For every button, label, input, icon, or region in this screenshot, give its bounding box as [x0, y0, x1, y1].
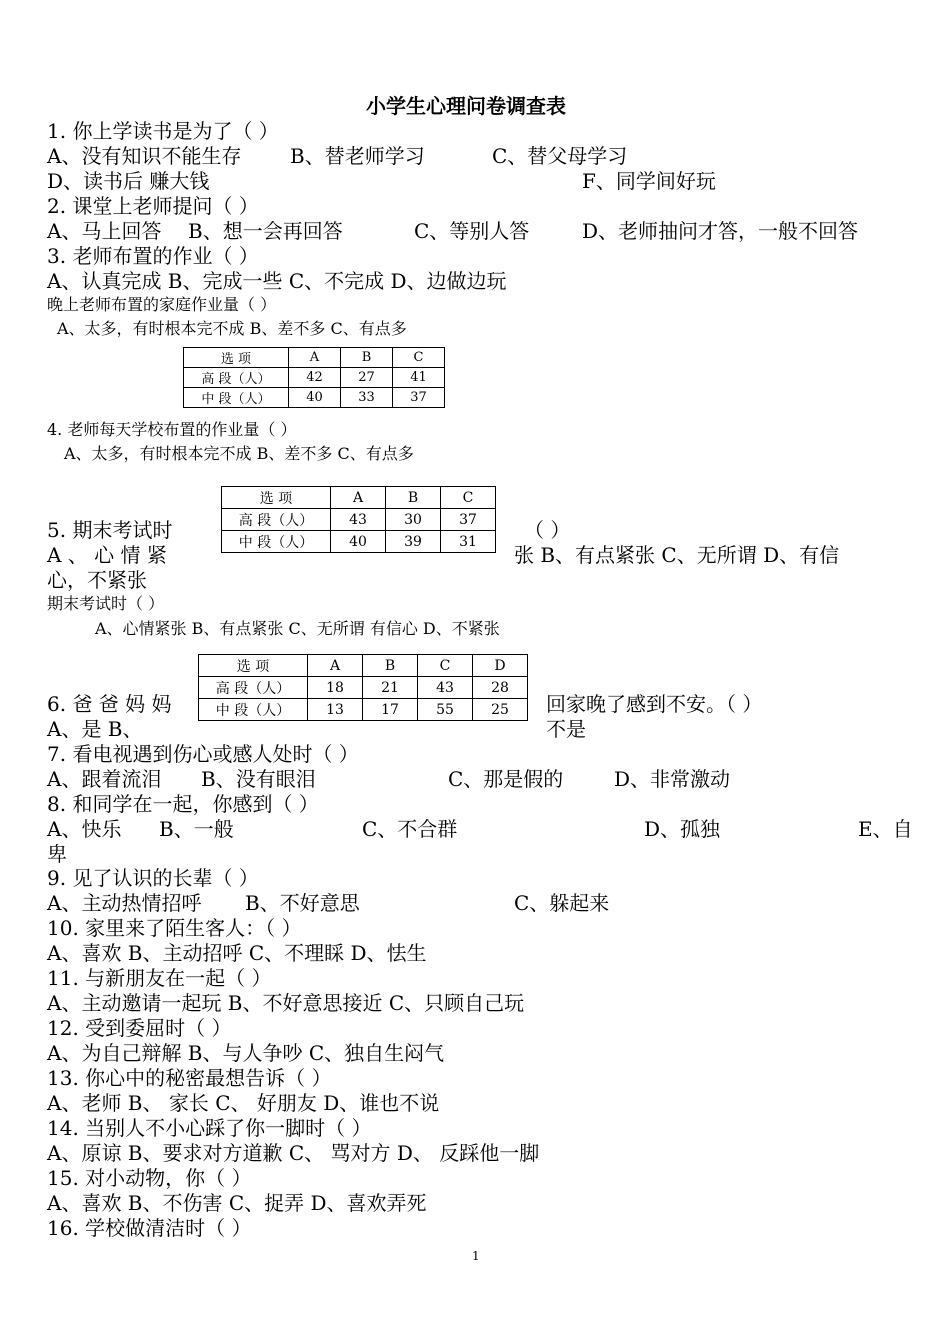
option-text: 卑 [47, 842, 67, 866]
table-cell: C [441, 487, 496, 509]
option-text: A、没有知识不能生存 [47, 144, 242, 168]
option-text: A、主动热情招呼 [47, 891, 202, 915]
question-text: 回家晚了感到不安。（ ） [546, 692, 763, 716]
option-text: C、躲起来 [514, 891, 610, 915]
table-cell: 高 段（人） [222, 509, 331, 531]
table-cell: 中 段（人） [199, 699, 308, 721]
option-text: D、老师抽问才答，一般不回答 [582, 219, 859, 243]
table-cell: B [363, 655, 418, 677]
table-cell: D [473, 655, 528, 677]
option-text: D、读书后 赚大钱 [47, 169, 210, 193]
option-text: B、一般 [159, 817, 234, 841]
question-4: 4. 老师每天学校布置的作业量（ ） [47, 420, 297, 439]
option-text: A、太多，有时根本完不成 B、差不多 C、有点多 [57, 319, 407, 338]
question-9: 9. 见了认识的长辈（ ） [47, 866, 259, 890]
results-table [183, 347, 445, 408]
option-text: B、不好意思 [245, 891, 360, 915]
table-cell: 55 [418, 699, 473, 721]
question-5: 5. 期末考试时 [47, 518, 173, 542]
option-text: E、自 [858, 817, 913, 841]
sub-question: 晚上老师布置的家庭作业量（ ） [47, 295, 277, 314]
table-cell: 40 [331, 531, 386, 553]
option-text: A、为自己辩解 B、与人争吵 C、独自生闷气 [47, 1041, 445, 1065]
table-cell: 43 [418, 677, 473, 699]
table-cell: 31 [441, 531, 496, 553]
table-cell: A [308, 655, 363, 677]
option-text: C、不合群 [362, 817, 458, 841]
question-8: 8. 和同学在一起，你感到（ ） [47, 792, 319, 816]
table-cell: 28 [473, 677, 528, 699]
option-text: 心，不紧张 [47, 568, 147, 592]
option-text: A、心情紧张 B、有点紧张 C、无所谓 有信心 D、不紧张 [95, 619, 500, 638]
table-cell: 33 [341, 388, 393, 408]
option-text: A、是 B、 [47, 717, 143, 741]
table-cell: 27 [341, 368, 393, 388]
question-13: 13. 你心中的秘密最想告诉（ ） [47, 1066, 332, 1090]
option-text: A、太多，有时根本完不成 B、差不多 C、有点多 [64, 444, 414, 463]
table-cell: 选 项 [184, 348, 289, 368]
page-title: 小学生心理问卷调查表 [366, 94, 566, 118]
results-table [198, 654, 528, 721]
table-cell: 17 [363, 699, 418, 721]
option-text: 不是 [546, 717, 586, 741]
option-text: A、认真完成 B、完成一些 C、不完成 D、边做边玩 [47, 269, 507, 293]
table-cell: 30 [386, 509, 441, 531]
question-7: 7. 看电视遇到伤心或感人处时（ ） [47, 742, 359, 766]
option-text: A 、 心 情 紧 [47, 543, 167, 567]
table-cell: 42 [289, 368, 341, 388]
question-16: 16. 学校做清洁时（ ） [47, 1216, 252, 1240]
question-1: 1. 你上学读书是为了（ ） [47, 119, 279, 143]
table-cell: 中 段（人） [184, 388, 289, 408]
table-cell: 41 [393, 368, 445, 388]
question-10: 10. 家里来了陌生客人：（ ） [47, 916, 302, 940]
option-text: 张 B、有点紧张 C、无所谓 D、有信 [514, 543, 840, 567]
option-text: A、喜欢 B、主动招呼 C、不理睬 D、怯生 [47, 941, 427, 965]
table-cell: 选 项 [222, 487, 331, 509]
option-text: B、想一会再回答 [188, 219, 343, 243]
page-number: 1 [472, 1249, 480, 1263]
table-cell: 40 [289, 388, 341, 408]
question-3: 3. 老师布置的作业（ ） [47, 244, 259, 268]
table-cell: B [386, 487, 441, 509]
option-text: A、快乐 [47, 817, 122, 841]
table-cell: B [341, 348, 393, 368]
table-cell: 39 [386, 531, 441, 553]
option-text: A、喜欢 B、不伤害 C、捉弄 D、喜欢弄死 [47, 1191, 427, 1215]
option-text: A、马上回答 [47, 219, 162, 243]
results-table [221, 486, 496, 553]
option-text: A、跟着流泪 [47, 767, 162, 791]
option-text: A、原谅 B、要求对方道歉 C、 骂对方 D、 反踩他一脚 [47, 1141, 540, 1165]
table-cell: 43 [331, 509, 386, 531]
option-text: D、孤独 [644, 817, 721, 841]
option-text: D、非常激动 [614, 767, 731, 791]
question-14: 14. 当别人不小心踩了你一脚时（ ） [47, 1116, 372, 1140]
option-text: B、替老师学习 [290, 144, 425, 168]
option-text: C、替父母学习 [492, 144, 628, 168]
table-cell: 选 项 [199, 655, 308, 677]
table-cell: 25 [473, 699, 528, 721]
table-cell: A [331, 487, 386, 509]
option-text: F、同学间好玩 [582, 169, 716, 193]
table-cell: 37 [441, 509, 496, 531]
table-cell: 13 [308, 699, 363, 721]
table-cell: 高 段（人） [199, 677, 308, 699]
option-text: A、老师 B、 家长 C、 好朋友 D、谁也不说 [47, 1091, 440, 1115]
table-cell: 高 段（人） [184, 368, 289, 388]
question-15: 15. 对小动物，你（ ） [47, 1166, 252, 1190]
table-cell: 21 [363, 677, 418, 699]
option-text: C、那是假的 [448, 767, 564, 791]
question-11: 11. 与新朋友在一起（ ） [47, 966, 272, 990]
table-cell: C [418, 655, 473, 677]
table-cell: 18 [308, 677, 363, 699]
option-text: A、主动邀请一起玩 B、不好意思接近 C、只顾自己玩 [47, 991, 525, 1015]
question-2: 2. 课堂上老师提问（ ） [47, 194, 259, 218]
sub-question: 期末考试时（ ） [47, 594, 165, 613]
question-12: 12. 受到委屈时（ ） [47, 1016, 232, 1040]
option-text: C、等别人答 [414, 219, 530, 243]
table-cell: A [289, 348, 341, 368]
question-6: 6. 爸 爸 妈 妈 [47, 692, 172, 716]
answer-blank: （ ） [524, 518, 571, 542]
option-text: B、没有眼泪 [201, 767, 316, 791]
table-cell: 中 段（人） [222, 531, 331, 553]
table-cell: 37 [393, 388, 445, 408]
table-cell: C [393, 348, 445, 368]
